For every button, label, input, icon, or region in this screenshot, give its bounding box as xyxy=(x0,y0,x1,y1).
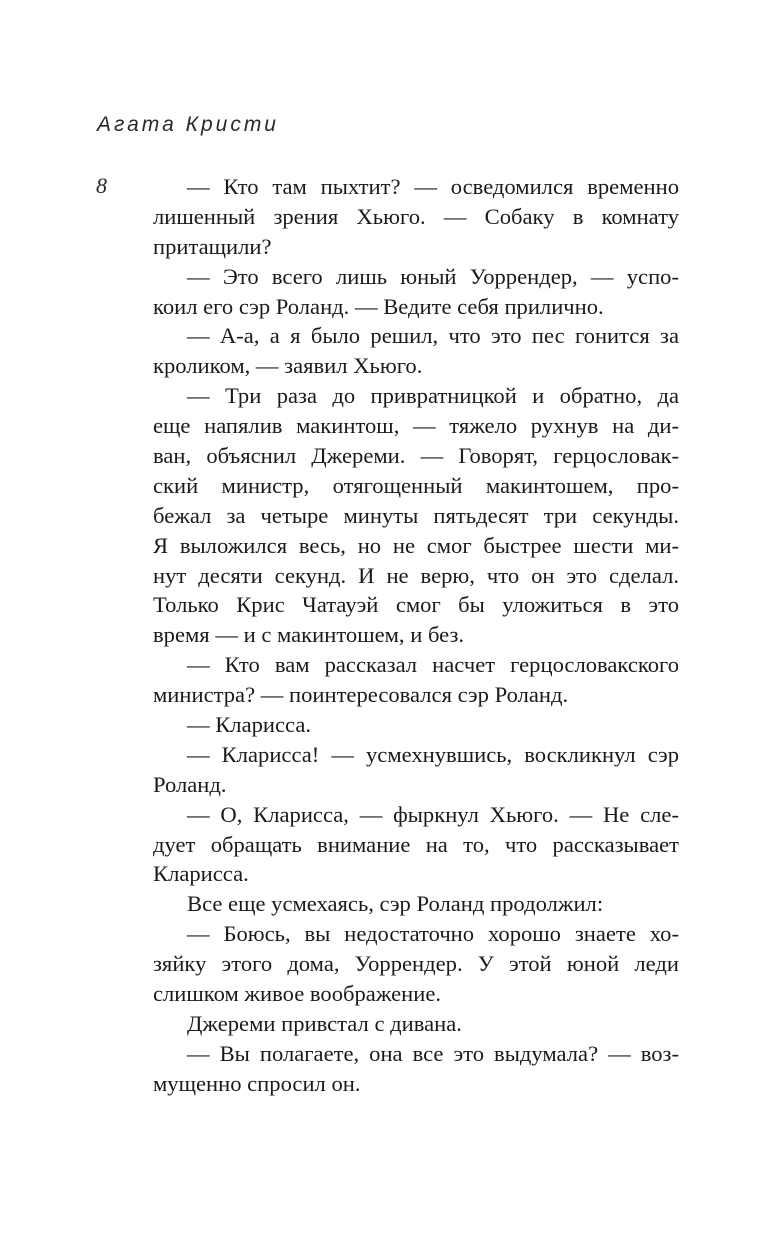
text-line: кроликом, — заявил Хьюго. xyxy=(153,353,423,379)
text-line: еще напялив макинтош, — тяжело рухнув на ди- xyxy=(153,413,679,439)
text-line: коил его сэр Роланд. — Ведите себя прилично. xyxy=(153,293,604,319)
text-line: — Боюсь, вы недостаточно хорошо знаете хо- xyxy=(187,921,679,947)
running-title: Агата Кристи xyxy=(97,113,279,136)
text-line: Только Крис Чатауэй смог бы уложиться в это xyxy=(153,592,679,618)
text-line: Джереми привстал с дивана. xyxy=(187,1010,462,1036)
page-number: 8 xyxy=(96,173,107,198)
text-line: ван, объяснил Джереми. — Говорят, герцословак- xyxy=(153,443,679,469)
text-line: мущенно спросил он. xyxy=(153,1070,361,1096)
text-line: притащили? xyxy=(153,233,272,259)
text-line: дует обращать внимание на то, что рассказывает xyxy=(153,831,679,857)
text-line: Кларисса. xyxy=(153,861,249,887)
text-line: — Вы полагаете, она все это выдумала? — воз- xyxy=(187,1040,679,1066)
text-line: — А-а, а я было решил, что это пес гонится за xyxy=(187,323,679,349)
text-line: Все еще усмехаясь, сэр Роланд продолжил: xyxy=(187,891,604,917)
text-line: Роланд. xyxy=(153,771,227,797)
text-line: министра? — поинтересовался сэр Роланд. xyxy=(153,682,569,708)
text-line: нут десяти секунд. И не верю, что он это сделал. xyxy=(153,562,679,588)
text-body xyxy=(153,172,679,1099)
text-line: — О, Кларисса, — фыркнул Хьюго. — Не сле- xyxy=(187,801,679,827)
text-line: слишком живое воображение. xyxy=(153,981,442,1007)
text-line: — Кларисса. xyxy=(187,712,312,738)
text-line: время — и с макинтошем, и без. xyxy=(153,622,465,648)
text-line: — Три раза до привратницкой и обратно, да xyxy=(187,383,679,409)
text-line: бежал за четыре минуты пятьдесят три секунды. xyxy=(153,502,679,528)
text-line: зяйку этого дома, Уоррендер. У этой юной леди xyxy=(153,951,679,977)
text-line: — Кто вам рассказал насчет герцословакского xyxy=(187,652,679,678)
text-line: ский министр, отягощенный макинтошем, про- xyxy=(153,472,679,498)
text-line: — Кларисса! — усмехнувшись, воскликнул сэр xyxy=(187,741,679,767)
text-line: лишенный зрения Хьюго. — Собаку в комнату xyxy=(153,203,679,229)
text-line: — Это всего лишь юный Уоррендер, — успо- xyxy=(187,263,679,289)
text-line: — Кто там пыхтит? — осведомился временно xyxy=(187,174,679,199)
text-line: Я выложился весь, но не смог быстрее шести ми- xyxy=(153,532,679,558)
